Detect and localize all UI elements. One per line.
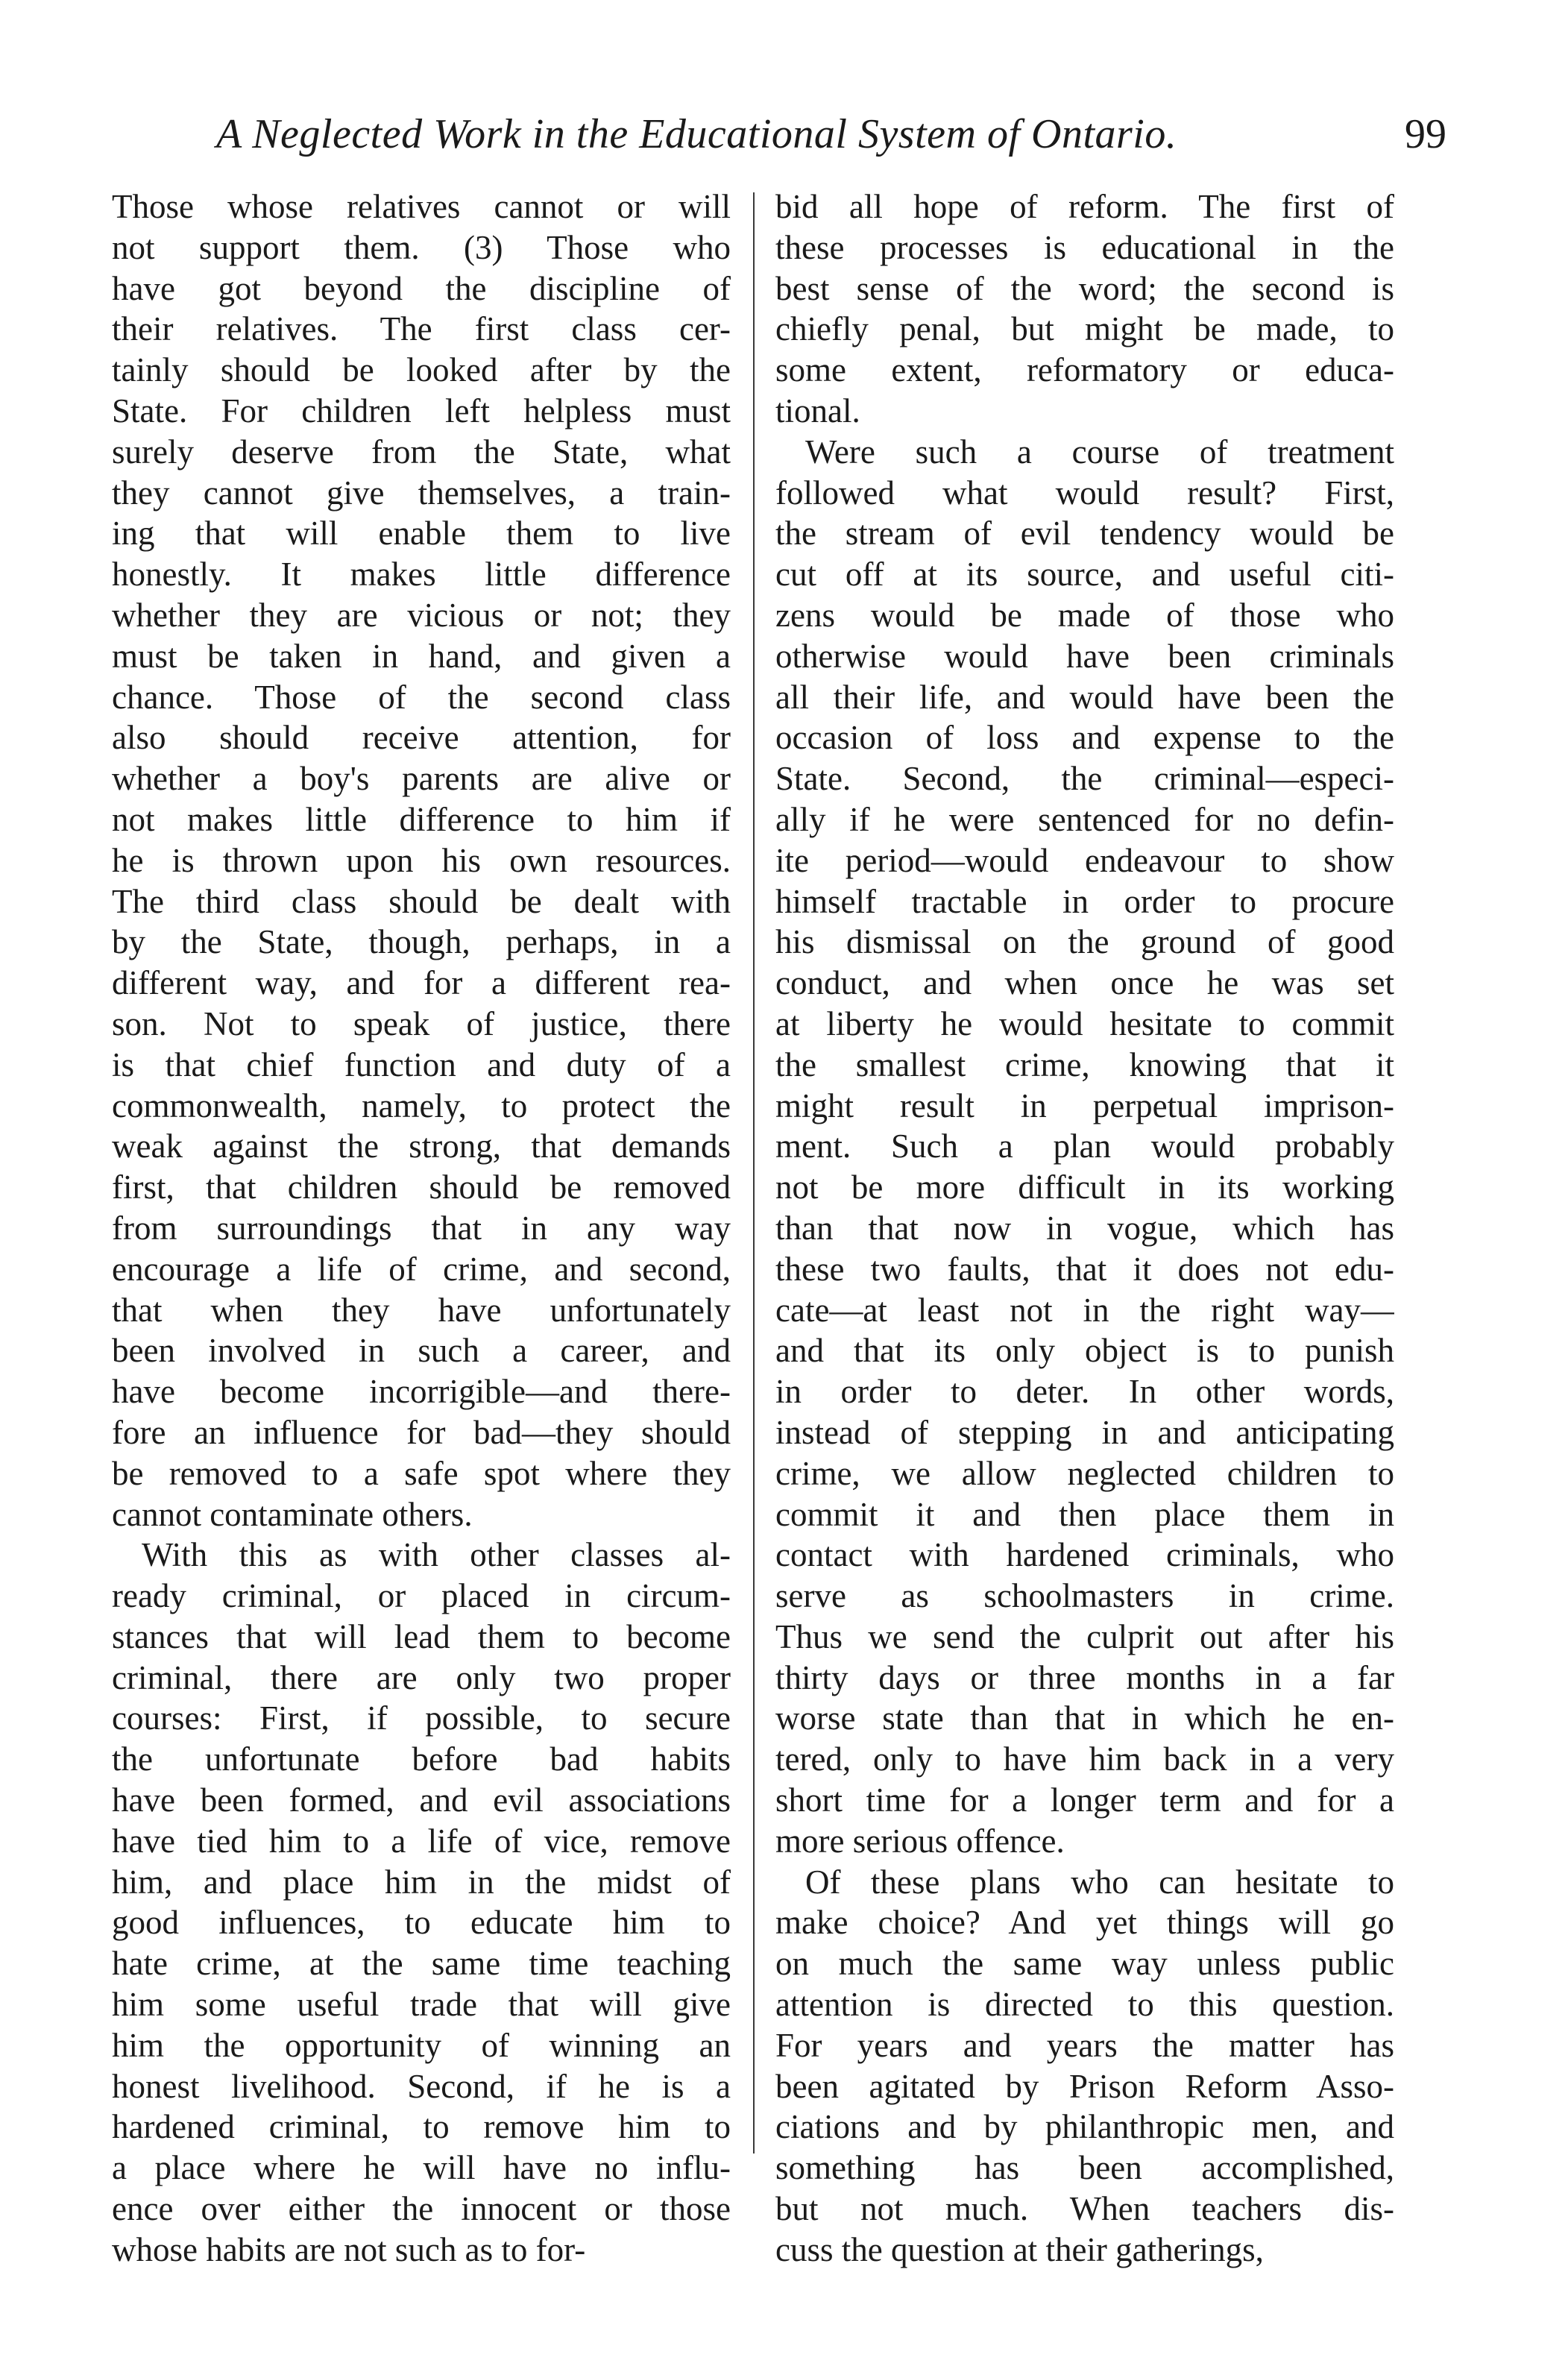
text-line: they cannot give themselves, a train-: [112, 474, 731, 512]
page-header: [112, 104, 1454, 164]
text-line: Those whose relatives cannot or will: [112, 188, 731, 225]
text-line: all their life, and would have been the: [775, 678, 1394, 716]
text-line: commonwealth, namely, to protect the: [112, 1086, 731, 1124]
text-line: be removed to a safe spot where they: [112, 1454, 731, 1492]
text-line: conduct, and when once he was set: [775, 964, 1394, 1002]
text-line: these two faults, that it does not edu-: [775, 1250, 1394, 1288]
text-line: ciations and by philanthropic men, and: [775, 2108, 1394, 2146]
text-line: son. Not to speak of justice, there: [112, 1004, 731, 1042]
text-line: make choice? And yet things will go: [775, 1904, 1394, 1942]
text-line: ment. Such a plan would probably: [775, 1127, 1394, 1165]
text-line: State. Second, the criminal—especi-: [775, 760, 1394, 798]
page-number: 99: [1405, 111, 1446, 157]
text-line: ite period—would endeavour to show: [775, 841, 1394, 879]
text-line: Were such a course of treatment: [805, 432, 1394, 471]
text-line: good influences, to educate him to: [112, 1904, 731, 1942]
text-line: attention is directed to this question.: [775, 1986, 1394, 2024]
text-line: bid all hope of reform. The first of: [775, 188, 1394, 225]
text-line: worse state than that in which he en-: [775, 1699, 1394, 1737]
text-line: encourage a life of crime, and second,: [112, 1250, 731, 1288]
text-line: serve as schoolmasters in crime.: [775, 1577, 1394, 1615]
text-line: in order to deter. In other words,: [775, 1373, 1394, 1411]
text-line: is that chief function and duty of a: [112, 1045, 731, 1083]
text-line: also should receive attention, for: [112, 719, 731, 757]
text-line: zens would be made of those who: [775, 596, 1394, 634]
text-line: he is thrown upon his own resources.: [112, 841, 731, 879]
text-line: have tied him to a life of vice, remove: [112, 1822, 731, 1860]
text-line: hate crime, at the same time teaching: [112, 1945, 731, 1983]
text-line: might result in perpetual imprison-: [775, 1086, 1394, 1124]
text-line: his dismissal on the ground of good: [775, 923, 1394, 961]
text-line: Thus we send the culprit out after his: [775, 1617, 1394, 1655]
text-line: Of these plans who can hesitate to: [805, 1863, 1394, 1901]
text-line: him, and place him in the midst of: [112, 1863, 731, 1901]
text-line: criminal, there are only two proper: [112, 1658, 731, 1696]
text-line: but not much. When teachers dis-: [775, 2190, 1394, 2228]
text-line: these processes is educational in the: [775, 228, 1394, 266]
text-line: State. For children left helpless must: [112, 391, 731, 430]
text-line: a place where he will have no influ-: [112, 2149, 731, 2187]
text-line: followed what would result? First,: [775, 474, 1394, 512]
text-line: cannot contaminate others.: [112, 1495, 473, 1533]
text-line: the unfortunate before bad habits: [112, 1740, 731, 1778]
text-line: him some useful trade that will give: [112, 1986, 731, 2024]
text-line: ally if he were sentenced for no defin-: [775, 800, 1394, 838]
text-line: tainly should be looked after by the: [112, 351, 731, 389]
text-line: at liberty he would hesitate to commit: [775, 1004, 1394, 1042]
text-line: on much the same way unless public: [775, 1945, 1394, 1983]
text-line: must be taken in hand, and given a: [112, 637, 731, 675]
text-line: and that its only object is to punish: [775, 1332, 1394, 1370]
text-line: ing that will enable them to live: [112, 515, 731, 553]
text-line: best sense of the word; the second is: [775, 269, 1394, 307]
text-line: himself tractable in order to procure: [775, 882, 1394, 920]
text-line: cut off at its source, and useful citi-: [775, 556, 1394, 594]
text-line: that when they have unfortunately: [112, 1291, 731, 1329]
text-line: him the opportunity of winning an: [112, 2026, 731, 2064]
text-line: The third class should be dealt with: [112, 882, 731, 920]
right-column: [775, 186, 1394, 2271]
text-line: stances that will lead them to become: [112, 1617, 731, 1655]
text-line: whether they are vicious or not; they: [112, 596, 731, 634]
text-line: honestly. It makes little difference: [112, 556, 731, 594]
text-line: short time for a longer term and for a: [775, 1781, 1394, 1819]
text-line: ence over either the innocent or those: [112, 2190, 731, 2228]
text-line: contact with hardened criminals, who: [775, 1536, 1394, 1574]
text-line: tered, only to have him back in a very: [775, 1740, 1394, 1778]
text-line: not support them. (3) Those who: [112, 228, 731, 266]
text-line: have got beyond the discipline of: [112, 269, 731, 307]
text-line: their relatives. The first class cer-: [112, 310, 731, 348]
text-line: cate—at least not in the right way—: [775, 1291, 1394, 1329]
text-line: chance. Those of the second class: [112, 678, 731, 716]
text-line: For years and years the matter has: [775, 2026, 1394, 2064]
text-line: the smallest crime, knowing that it: [775, 1045, 1394, 1083]
text-line: whose habits are not such as to for-: [112, 2230, 586, 2268]
text-line: been involved in such a career, and: [112, 1332, 731, 1370]
text-line: the stream of evil tendency would be: [775, 515, 1394, 553]
column-divider: [753, 192, 755, 2154]
text-line: occasion of loss and expense to the: [775, 719, 1394, 757]
text-line: chiefly penal, but might be made, to: [775, 310, 1394, 348]
text-line: been agitated by Prison Reform Asso-: [775, 2067, 1394, 2105]
text-line: instead of stepping in and anticipating: [775, 1413, 1394, 1451]
text-line: have been formed, and evil associations: [112, 1781, 731, 1819]
text-line: some extent, reformatory or educa-: [775, 351, 1394, 389]
text-line: something has been accomplished,: [775, 2149, 1394, 2187]
text-line: With this as with other classes al-: [142, 1536, 731, 1574]
text-line: than that now in vogue, which has: [775, 1209, 1394, 1247]
text-line: thirty days or three months in a far: [775, 1658, 1394, 1696]
text-line: surely deserve from the State, what: [112, 432, 731, 471]
text-line: ready criminal, or placed in circum-: [112, 1577, 731, 1615]
text-line: crime, we allow neglected children to: [775, 1454, 1394, 1492]
text-line: not makes little difference to him if: [112, 800, 731, 838]
text-line: tional.: [775, 391, 860, 430]
running-title: A Neglected Work in the Educational System of Ontario.: [216, 111, 1177, 157]
text-line: more serious offence.: [775, 1822, 1065, 1860]
text-line: from surroundings that in any way: [112, 1209, 731, 1247]
text-line: have become incorrigible—and there-: [112, 1373, 731, 1411]
text-line: courses: First, if possible, to secure: [112, 1699, 731, 1737]
text-line: by the State, though, perhaps, in a: [112, 923, 731, 961]
text-line: fore an influence for bad—they should: [112, 1413, 731, 1451]
text-line: honest livelihood. Second, if he is a: [112, 2067, 731, 2105]
left-column: [112, 186, 731, 2271]
text-line: first, that children should be removed: [112, 1168, 731, 1206]
text-line: otherwise would have been criminals: [775, 637, 1394, 675]
text-line: commit it and then place them in: [775, 1495, 1394, 1533]
text-line: not be more difficult in its working: [775, 1168, 1394, 1206]
text-line: different way, and for a different rea-: [112, 964, 731, 1002]
text-line: hardened criminal, to remove him to: [112, 2108, 731, 2146]
text-line: cuss the question at their gatherings,: [775, 2230, 1264, 2268]
text-line: whether a boy's parents are alive or: [112, 760, 731, 798]
text-line: weak against the strong, that demands: [112, 1127, 731, 1165]
